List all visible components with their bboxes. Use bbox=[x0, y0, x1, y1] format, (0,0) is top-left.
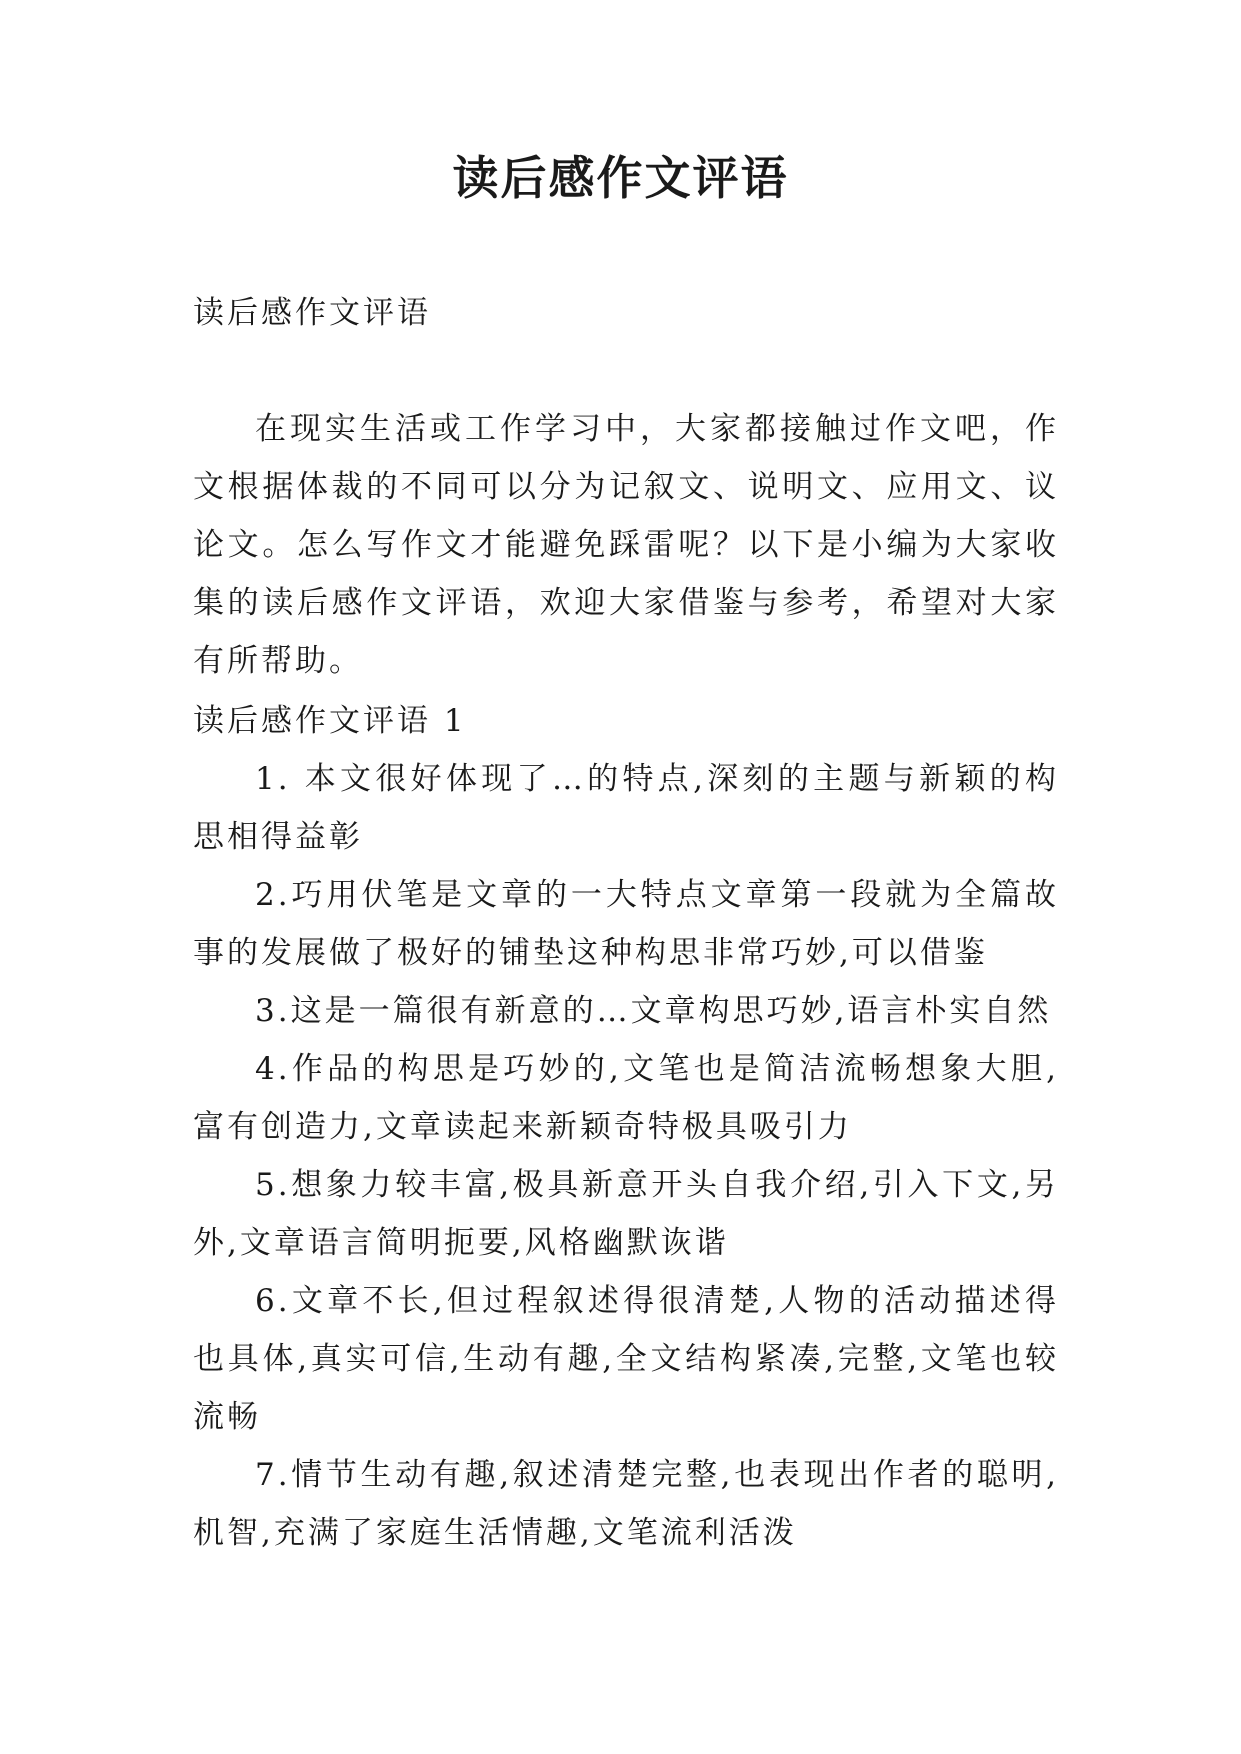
comment-item-4: 4.作品的构思是巧妙的,文笔也是简洁流畅想象大胆,富有创造力,文章读起来新颖奇特极具吸引力 bbox=[193, 1051, 1059, 1145]
comment-item-1: 1. 本文很好体现了…的特点,深刻的主题与新颖的构思相得益彰 bbox=[193, 761, 1059, 855]
page-title: 读后感作文评语 bbox=[452, 151, 789, 205]
comment-item-2: 2.巧用伏笔是文章的一大特点文章第一段就为全篇故事的发展做了极好的铺垫这种构思非常巧妙,可以借鉴 bbox=[193, 877, 1059, 971]
comment-item-5: 5.想象力较丰富,极具新意开头自我介绍,引入下文,另外,文章语言简明扼要,风格幽默诙谐 bbox=[193, 1167, 1059, 1261]
comment-item-6: 6.文章不长,但过程叙述得很清楚,人物的活动描述得也具体,真实可信,生动有趣,全文结构紧凑,完整,文笔也较流畅 bbox=[193, 1283, 1059, 1435]
comment-item-3: 3.这是一篇很有新意的…文章构思巧妙,语言朴实自然 bbox=[255, 993, 1052, 1029]
comment-item-7: 7.情节生动有趣,叙述清楚完整,也表现出作者的聪明,机智,充满了家庭生活情趣,文笔流利活泼 bbox=[193, 1457, 1059, 1551]
subtitle: 读后感作文评语 bbox=[193, 295, 431, 331]
section-heading: 读后感作文评语 1 bbox=[193, 703, 467, 739]
intro-paragraph: 在现实生活或工作学习中，大家都接触过作文吧，作文根据体裁的不同可以分为记叙文、说明文、应用文、议论文。怎么写作文才能避免踩雷呢？以下是小编为大家收集的读后感作文评语，欢迎大家借鉴与参考，希望对大家有所帮助。 bbox=[193, 411, 1059, 679]
